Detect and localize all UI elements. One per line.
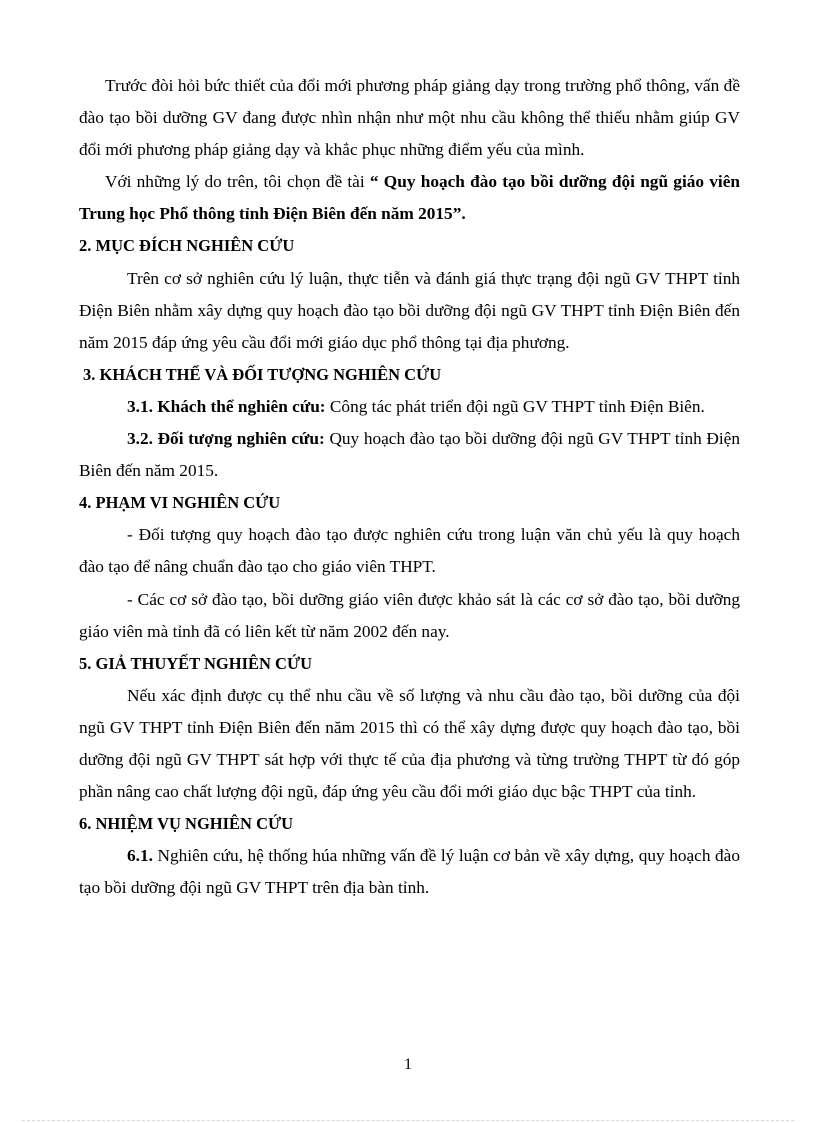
section-6-1-paragraph	[79, 840, 740, 904]
page-bottom-edge	[22, 1120, 794, 1121]
document-body	[79, 70, 740, 904]
section-3-1-label: 3.1. Khách thể nghiên cứu:	[127, 396, 326, 416]
section-3-1-paragraph	[79, 391, 740, 423]
thesis-title: “ Quy hoạch đào tạo bồi dưỡng đội ngũ giáo viên Trung học Phổ thông tỉnh Điện Biên đến năm 2015”.	[79, 172, 740, 224]
section-6-1-label: 6.1.	[127, 846, 153, 866]
section-4-heading: 4. PHẠM VI NGHIÊN CỨU	[79, 493, 281, 513]
section-5-heading: 5. GIẢ THUYẾT NGHIÊN CỨU	[79, 653, 313, 673]
section-3-2-paragraph	[79, 423, 740, 487]
intro-lead-text: Với những lý do trên, tôi chọn đề tài	[105, 172, 370, 192]
section-5-paragraph: Nếu xác định được cụ thể nhu cầu về số lượng và nhu cầu đào tạo, bồi dưỡng của đội ngũ GV THPT tỉnh Điện Biên đến năm 2015 thì có thể xây dựng được quy hoạch đào tạo, bồi dưỡng đội ngũ GV THPT sát hợp với thực tế của địa phương và từng trường THPT từ đó góp phần nâng cao chất lượng đội ngũ, đáp ứng yêu cầu đổi mới giáo dục bậc THPT của tỉnh.	[79, 685, 740, 802]
section-3-heading: 3. KHÁCH THỂ VÀ ĐỐI TƯỢNG NGHIÊN CỨU	[83, 364, 442, 384]
intro-paragraph-1: Trước đòi hỏi bức thiết của đổi mới phương pháp giảng dạy trong trường phổ thông, vấn đề đào tạo bồi dưỡng GV đang được nhìn nhận như một nhu cầu không thể thiếu nhằm giúp GV đổi mới phương pháp giảng dạy và khắc phục những điểm yếu của mình.	[79, 76, 740, 160]
section-3-2-label: 3.2. Đối tượng nghiên cứu:	[127, 429, 325, 449]
section-2-paragraph: Trên cơ sở nghiên cứu lý luận, thực tiễn và đánh giá thực trạng đội ngũ GV THPT tỉnh Điện Biên nhằm xây dựng quy hoạch đào tạo bồi dưỡng đội ngũ GV THPT tỉnh Điện Biên đến năm 2015 đáp ứng yêu cầu đổi mới giáo dục phổ thông tại địa phương.	[79, 268, 740, 352]
section-4-paragraph-2: - Các cơ sở đào tạo, bồi dưỡng giáo viên được khảo sát là các cơ sở đào tạo, bồi dưỡng giáo viên mà tỉnh đã có liên kết từ năm 2002 đến nay.	[79, 589, 740, 641]
section-4-paragraph-1: - Đối tượng quy hoạch đào tạo được nghiên cứu trong luận văn chủ yếu là quy hoạch đào tạo để nâng chuẩn đào tạo cho giáo viên THPT.	[79, 525, 740, 577]
section-3-1-text: Công tác phát triển đội ngũ GV THPT tỉnh Điện Biên.	[325, 396, 705, 416]
page-number: 1	[404, 1056, 412, 1073]
section-6-heading: 6. NHIỆM VỤ NGHIÊN CỨU	[79, 814, 294, 834]
section-6-1-text: Nghiên cứu, hệ thống húa những vấn đề lý luận cơ bản về xây dựng, quy hoạch đào tạo bồi dưỡng đội ngũ GV THPT trên địa bàn tỉnh.	[79, 846, 740, 898]
section-3-2-text: Quy hoạch đào tạo bồi dưỡng đội ngũ GV THPT tỉnh Điện Biên đến năm 2015.	[79, 429, 740, 481]
section-2-heading: 2. MỤC ĐÍCH NGHIÊN CỨU	[79, 236, 295, 256]
intro-paragraph-2	[79, 166, 740, 230]
